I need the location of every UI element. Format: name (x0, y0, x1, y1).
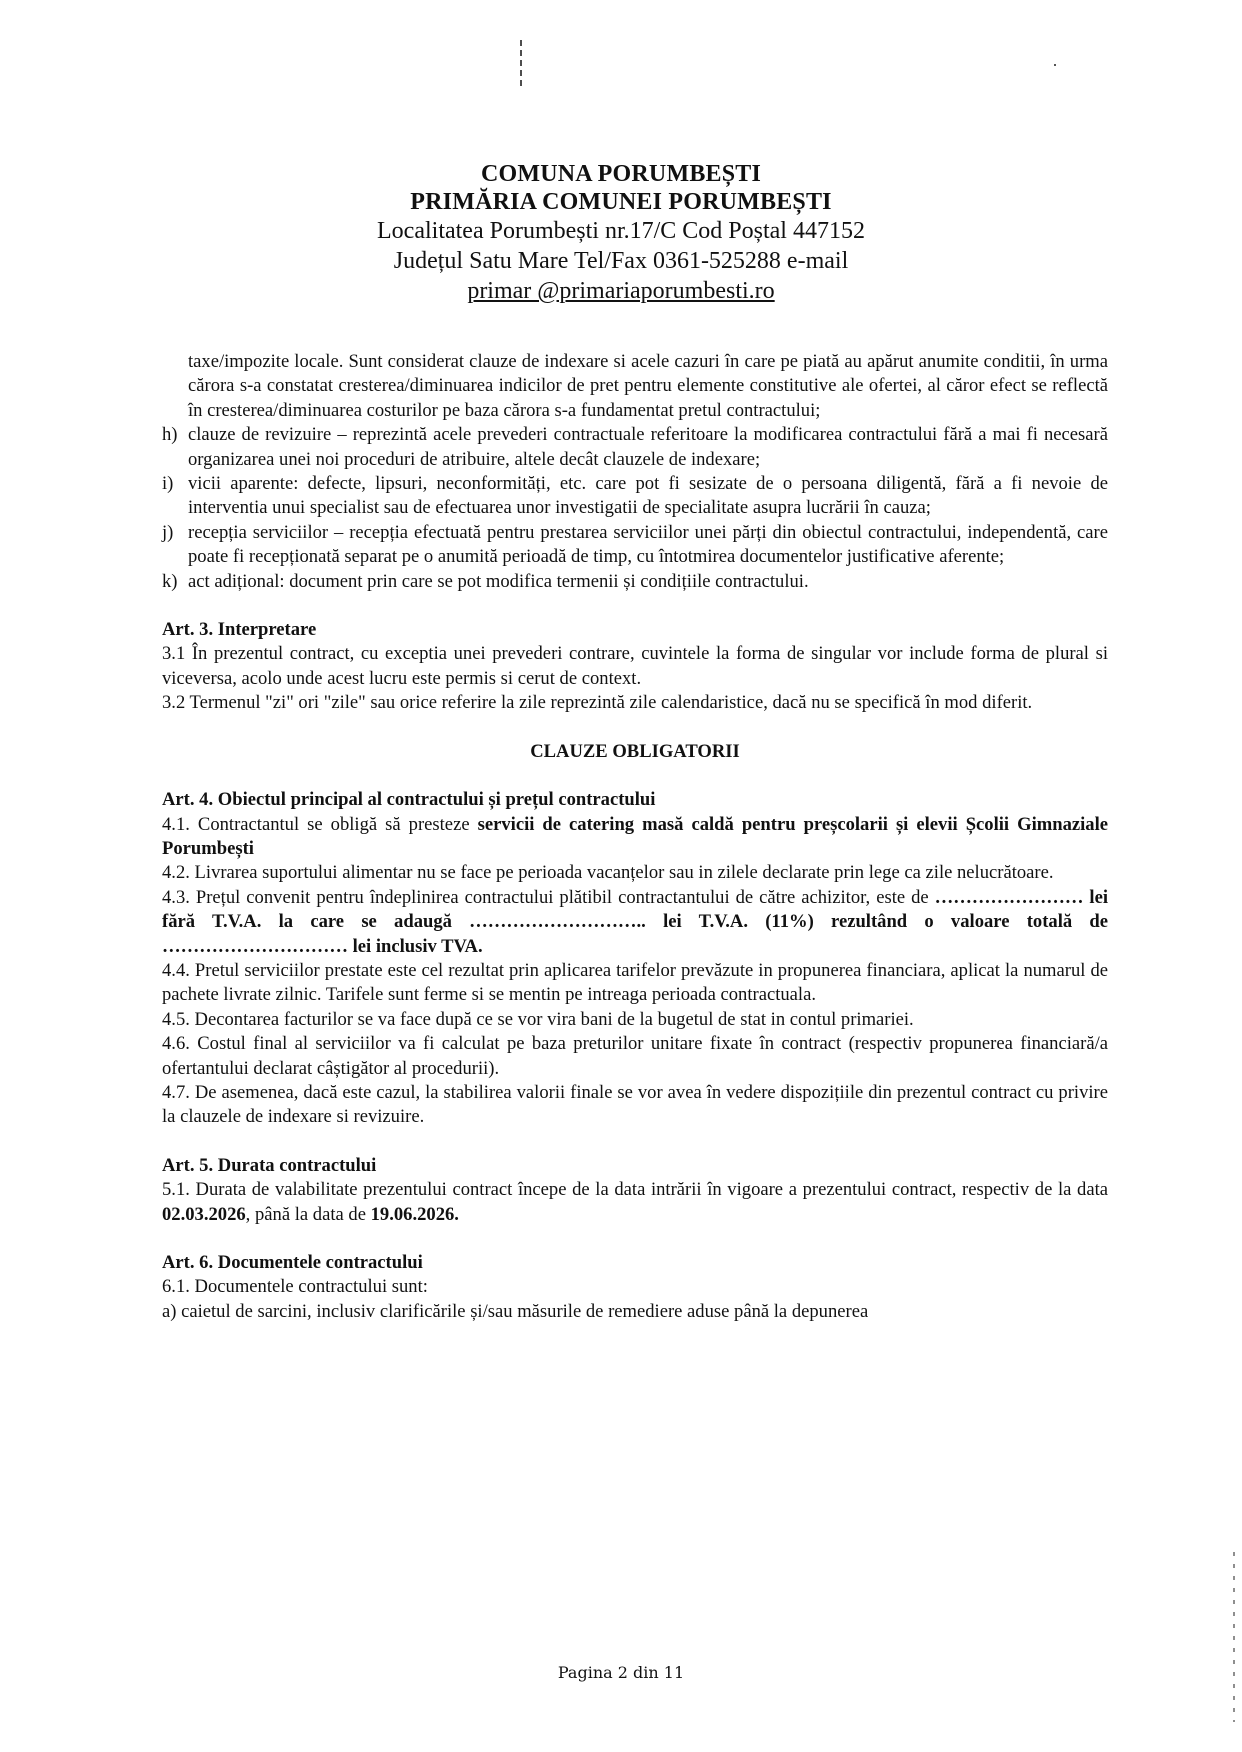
item-marker: h) (162, 424, 178, 446)
start-date: 02.03.2026 (162, 1203, 246, 1225)
item-marker: k) (162, 570, 178, 592)
item-text: clauze de revizuire – reprezintă acele prevederi contractuale referitoare la modificarea contractului fără a mai fi necesară organizarea unei noi proceduri de atribuire, altele decât clauzele de indexare; (188, 424, 1108, 470)
definition-item-i (162, 472, 1108, 521)
item-text: act adițional: document prin care se pot modifica termenii și condițiile contractului. (188, 570, 809, 592)
article-4-7: 4.7. De asemenea, dacă este cazul, la stabilirea valorii finale se vor avea în vedere dispozițiile din prezentul contract cu privire la clauzele de indexare si revizuire. (162, 1081, 1108, 1128)
commune-name: COMUNA PORUMBEȘTI (480, 161, 762, 187)
article-4-3 (162, 886, 1108, 959)
article-4-1-text: 4.1. Contractantul se obligă să presteze (162, 813, 478, 835)
item-text: recepția serviciilor – recepția efectuată pentru prestarea serviciilor unei părți din obiectul contractului, independentă, care poate fi recepționată separat pe o anumită perioadă de timp, cu întotmirea documentelor justificative aferente; (188, 521, 1108, 568)
article-6-item-a: a) caietul de sarcini, inclusiv clarificările și/sau măsurile de remediere aduse până la depunerea (162, 1300, 869, 1322)
page-number: Pagina 2 din 11 (557, 1663, 685, 1682)
article-4-5: 4.5. Decontarea facturilor se va face după ce se vor vira bani de la bugetul de stat in contul primariei. (162, 1008, 914, 1030)
article-5-1-text: 5.1. Durata de valabilitate prezentului contract începe de la data intrării în vigoare a prezentului contract, respectiv de la data (162, 1179, 1108, 1201)
definition-item-j (162, 521, 1108, 570)
document-body (162, 350, 1108, 1324)
definition-item-k (162, 570, 1108, 594)
item-marker: i) (162, 473, 174, 495)
article-3-2: 3.2 Termenul "zi" ori "zile" sau orice referire la zile reprezintă zile calendaristice, dacă nu se specifică în mod diferit. (162, 692, 1033, 714)
article-3-1: 3.1 În prezentul contract, cu exceptia unei prevederi contrare, cuvintele la forma de singular vor include forma de plural si viceversa, acolo unde acest lucru este permis si cerut de context. (162, 643, 1108, 689)
article-3-title: Art. 3. Interpretare (162, 619, 317, 641)
email-link[interactable]: primar @primariaporumbesti.ro (467, 278, 775, 304)
item-marker: j) (162, 521, 174, 543)
definition-item-h (162, 423, 1108, 472)
end-date: 19.06.2026. (370, 1203, 459, 1225)
scan-artifact-mark (520, 40, 522, 90)
article-4-2: 4.2. Livrarea suportului alimentar nu se face pe perioada vacanțelor sau in zilele declarate prin lege ca zile nelucrătoare. (162, 862, 1054, 884)
address-line: Localitatea Porumbești nr.17/C Cod Poștal 447152 (377, 218, 865, 244)
article-4-3-text: 4.3. Prețul convenit pentru îndeplinirea contractului plătibil contractantului de către achizitor, este de (162, 886, 935, 908)
section-title: CLAUZE OBLIGATORII (530, 740, 740, 762)
scan-artifact-dot (1054, 64, 1056, 66)
article-5-1 (162, 1178, 1108, 1227)
article-5-1-mid: , până la data de (245, 1203, 371, 1225)
item-text: vicii aparente: defecte, lipsuri, neconformități, etc. care pot fi sesizate de o persoana diligentă, fără a fi nevoie de interventia unui specialist sau de efectuarea unor investigatii de specialitate asupra lucrării în cauza; (188, 473, 1108, 519)
article-6-1: 6.1. Documentele contractului sunt: (162, 1276, 428, 1298)
article-6-title: Art. 6. Documentele contractului (162, 1252, 423, 1273)
article-5-title: Art. 5. Durata contractului (162, 1154, 377, 1176)
article-4-3-price-blanks: …………………… lei fără T.V.A. la care se adaugă ……………………….. lei T.V.A. (11%) rezultând o valoare totală de ………………………… lei inclusiv TVA. (162, 886, 1108, 957)
letterhead (0, 160, 1242, 306)
article-4-1-service: servicii de catering masă caldă pentru preșcolarii și elevii Școlii Gimnaziale Porumbești (162, 813, 1109, 859)
town-hall-name: PRIMĂRIA COMUNEI PORUMBEȘTI (410, 189, 832, 215)
article-4-4: 4.4. Pretul serviciilor prestate este cel rezultat prin aplicarea tarifelor prevăzute in propunerea financiara, aplicat la numarul de pachete livrate zilnic. Tarifele sunt ferme si se mentin pe intreaga perioada contractuala. (162, 959, 1108, 1006)
article-4-title: Art. 4. Obiectul principal al contractului și prețul contractului (162, 789, 656, 811)
definition-continuation: taxe/impozite locale. Sunt considerat clauze de indexare si acele cazuri în care pe piată au apărut anumite conditii, în urma cărora s-a constatat cresterea/diminuarea indicilor de pret pentru elemente constitutive ale ofertei, al căror efect se reflectă în cresterea/diminuarea costurilor pe baza cărora s-a fundamentat pretul contractului; (188, 351, 1108, 421)
scan-artifact-mark (1233, 1552, 1235, 1722)
article-4-6: 4.6. Costul final al serviciilor va fi calculat pe baza preturilor unitare fixate în contract (respectiv propunerea financiară/a ofertantului declarat câștigător al procedurii). (162, 1033, 1108, 1079)
contact-line: Județul Satu Mare Tel/Fax 0361-525288 e-mail (393, 248, 849, 274)
article-4-1 (162, 813, 1108, 862)
